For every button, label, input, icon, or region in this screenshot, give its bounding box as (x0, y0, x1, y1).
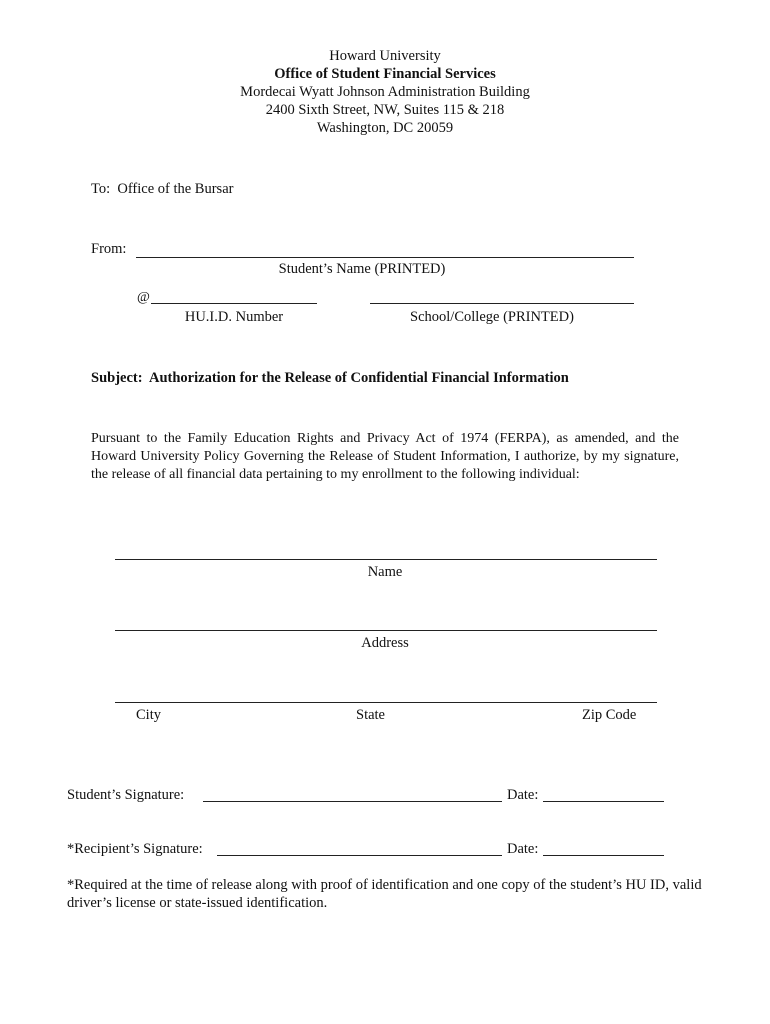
building-name: Mordecai Wyatt Johnson Administration Building (240, 84, 530, 100)
student-signature-field[interactable] (203, 801, 502, 802)
student-signature-label: Student’s Signature: (67, 787, 185, 803)
authorization-paragraph: Pursuant to the Family Education Rights and Privacy Act of 1974 (FERPA), as amended, and the Howard University Policy Governing the Release of Student Information, I authorize, by my signature, the release of all financial data pertaining to my enrollment to the following individual: (91, 431, 679, 482)
zip-code-caption: Zip Code (582, 707, 637, 723)
recipient-name-field[interactable] (115, 559, 657, 560)
recipient-signature-field[interactable] (217, 855, 502, 856)
street-address: 2400 Sixth Street, NW, Suites 115 & 218 (265, 102, 505, 118)
subject-line: Subject: Authorization for the Release of Confidential Financial Information (91, 370, 569, 386)
footnote: *Required at the time of release along with proof of identification and one copy of the student’s HU ID, valid driver’s license or state-issued identification. (67, 877, 702, 911)
city-caption: City (136, 707, 161, 723)
recipient-date-field[interactable] (543, 855, 664, 856)
recipient-city-state-zip-field[interactable] (115, 702, 657, 703)
school-college-field[interactable] (370, 303, 634, 304)
school-college-caption: School/College (PRINTED) (410, 309, 574, 325)
hu-id-field[interactable] (151, 303, 317, 304)
university-name: Howard University (329, 48, 441, 64)
recipient-address-field[interactable] (115, 630, 657, 631)
student-date-field[interactable] (543, 801, 664, 802)
state-caption: State (356, 707, 385, 723)
hu-id-caption: HU.I.D. Number (184, 309, 284, 325)
recipient-date-label: Date: (507, 841, 539, 857)
recipient-name-caption: Name (367, 564, 403, 580)
to-line: To: Office of the Bursar (91, 181, 234, 197)
recipient-signature-label: *Recipient’s Signature: (67, 841, 203, 857)
city-state-zip: Washington, DC 20059 (316, 120, 454, 136)
from-label: From: (91, 241, 127, 257)
office-name: Office of Student Financial Services (274, 66, 496, 82)
student-name-caption: Student’s Name (PRINTED) (278, 261, 446, 277)
student-date-label: Date: (507, 787, 539, 803)
student-name-field[interactable] (136, 257, 634, 258)
at-symbol: @ (137, 290, 150, 305)
recipient-address-caption: Address (361, 635, 409, 651)
